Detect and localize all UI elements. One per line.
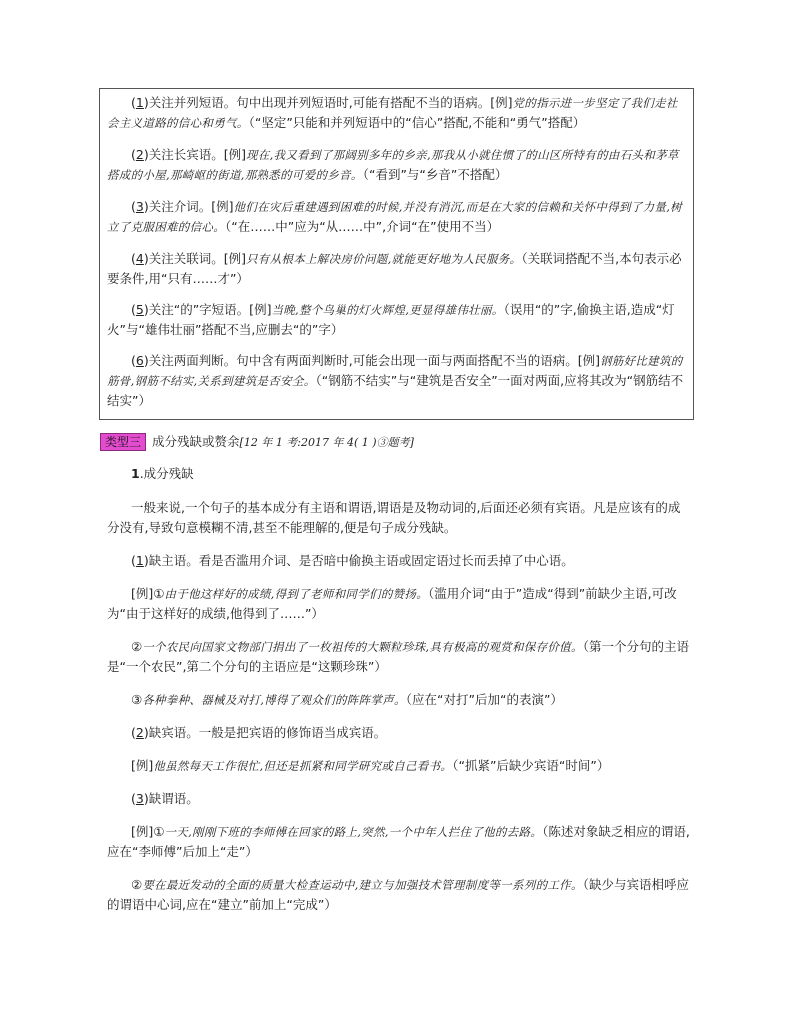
- box-item-6: (6)关注两面判断。句中含有两面判断时,可能会出现一面与两面搭配不当的语病。[例]钢筋好比建筑的筋骨,钢筋不结实,关系到建筑是否安全。（“钢筋不结实”与“建筑是否安全”一面对两面,应将其改为“钢筋结不结实”）: [107, 353, 684, 408]
- example-note: （第一个分句的主语是“一个农民”,第二个分句的主语应是“这颗珍珠”）: [107, 639, 690, 674]
- box-item-3: (3)关注介词。[例]他们在灾后重建遇到困难的时候,并没有消沉,而是在大家的信赖和关怀中得到了力量,树立了克服困难的信心。（“在……中”应为“从……中”,介词“在”使用不当）: [107, 199, 682, 234]
- item-example: 当晚,整个鸟巢的灯火辉煌,更显得雄伟壮丽。: [271, 303, 504, 317]
- example-sentence: 各种拳种、器械及对打,博得了观众们的阵阵掌声。: [142, 693, 406, 707]
- example-lead: ②: [131, 639, 143, 654]
- box-item-1: (1)关注并列短语。句中出现并列短语时,可能有搭配不当的语病。[例]党的指示进一步坚定了我们走社会主义道路的信心和勇气。（“坚定”只能和并列短语中的“信心”搭配,不能和“勇气”搭配）: [107, 95, 678, 130]
- box-item-2: (2)关注长宾语。[例]现在,我又看到了那阔别多年的乡亲,那我从小就住惯了的山区所特有的由石头和茅草搭成的小屋,那崎岖的街道,那熟悉的可爱的乡音。（“看到”与“乡音”不搭配）: [107, 147, 679, 182]
- info-box: [99, 88, 694, 420]
- item-note: （“在……中”应为“从……中”,介词“在”使用不当）: [225, 219, 500, 234]
- point-number: 1: [135, 553, 144, 568]
- example-3: [107, 690, 692, 710]
- item-title: 关注长宾语。[例]: [148, 147, 246, 162]
- example-lead: [例]①: [131, 824, 165, 839]
- point-number: 3: [135, 791, 144, 806]
- example-note: （陈述对象缺乏相应的谓语,应在“李师傅”后加上“走”）: [107, 824, 690, 859]
- item-example: 只有从根本上解决房价问题,就能更好地为人民服务。: [246, 252, 522, 266]
- item-title: 关注两面判断。句中含有两面判断时,可能会出现一面与两面搭配不当的语病。[例]: [148, 353, 600, 368]
- example-lead: ②: [131, 877, 143, 892]
- point-number: 2: [135, 725, 144, 740]
- example-2: [107, 637, 692, 677]
- item-title: 关注并列短语。句中出现并列短语时,可能有搭配不当的语病。[例]: [148, 95, 513, 110]
- item-note: （误用“的”字,偷换主语,造成“灯火”与“雄伟壮丽”搭配不当,应删去“的”字）: [107, 302, 675, 337]
- example-lead: [例]①: [131, 586, 165, 601]
- point-missing-predicate: (3)缺谓语。: [131, 791, 199, 806]
- example-note: （滥用介词“由于”造成“得到”前缺少主语,可改为“由于这样好的成绩,他得到了……”）: [107, 586, 677, 621]
- subheading-text: .成分残缺: [139, 466, 194, 481]
- item-number: 4: [135, 251, 144, 266]
- item-note: （“钢筋不结实”与“建筑是否安全”一面对两面,应将其改为“钢筋结不结实”）: [107, 373, 684, 408]
- point-missing-object: (2)缺宾语。一般是把宾语的修饰语当成宾语。: [131, 725, 387, 740]
- example-sentence: 一个农民向国家文物部门捐出了一枚祖传的大颗粒珍珠,具有极高的观赏和保存价值。: [142, 640, 583, 654]
- example-1: [107, 584, 692, 624]
- section-header: [100, 432, 414, 452]
- example-note: （应在“对打”后加“的表演”）: [405, 692, 563, 707]
- example-note: （“抓紧”后缺少宾语“时间”）: [452, 758, 610, 773]
- point-text: 缺谓语。: [148, 791, 199, 806]
- example-6: [107, 875, 692, 915]
- item-number: 5: [135, 302, 144, 317]
- example-4: [107, 756, 692, 776]
- item-title: 关注“的”字短语。[例]: [148, 302, 272, 317]
- example-sentence: 要在最近发动的全面的质量大检查运动中,建立与加强技术管理制度等一系列的工作。: [142, 878, 583, 892]
- box-item-5: (5)关注“的”字短语。[例]当晚,整个鸟巢的灯火辉煌,更显得雄伟壮丽。（误用“的”字,偷换主语,造成“灯火”与“雄伟壮丽”搭配不当,应删去“的”字）: [107, 302, 675, 337]
- example-sentence: 一天,刚刚下班的李师傅在回家的路上,突然,一个中年人拦住了他的去路。: [164, 825, 543, 839]
- example-note: （缺少与宾语相呼应的谓语中心词,应在“建立”前加上“完成”）: [107, 877, 690, 912]
- item-number: 3: [135, 199, 144, 214]
- section-exam-note: [12 年 1 考:2017 年 4( 1 )③题考]: [239, 436, 414, 449]
- box-item-4: (4)关注关联词。[例]只有从根本上解决房价问题,就能更好地为人民服务。（关联词搭配不当,本句表示必要条件,用“只有……才”）: [107, 251, 682, 286]
- example-lead: [例]: [131, 758, 154, 773]
- item-example: 现在,我又看到了那阔别多年的乡亲,那我从小就住惯了的山区所特有的由石头和茅草搭成的小屋,那崎岖的街道,那熟悉的可爱的乡音。: [107, 148, 679, 182]
- item-example: 党的指示进一步坚定了我们走社会主义道路的信心和勇气。: [107, 96, 678, 130]
- intro-paragraph: 一般来说,一个句子的基本成分有主语和谓语,谓语是及物动词的,后面还必须有宾语。凡是应该有的成分没有,导致句意模糊不清,甚至不能理解的,便是句子成分残缺。: [107, 500, 681, 535]
- point-text: 缺主语。看是否滥用介词、是否暗中偷换主语或固定语过长而丢掉了中心语。: [148, 553, 574, 568]
- example-sentence: 由于他这样好的成绩,得到了老师和同学们的赞扬。: [164, 587, 429, 601]
- subheading: [107, 464, 692, 484]
- item-note: （“看到”与“乡音”不搭配）: [362, 167, 508, 182]
- item-example: 他们在灾后重建遇到困难的时候,并没有消沉,而是在大家的信赖和关怀中得到了力量,树立了克服困难的信心。: [107, 200, 682, 234]
- section-tag: 类型三: [100, 433, 146, 451]
- main-content: [107, 464, 692, 928]
- item-example: 钢筋好比建筑的筋骨,钢筋不结实,关系到建筑是否安全。: [107, 354, 683, 388]
- point-text: 缺宾语。一般是把宾语的修饰语当成宾语。: [148, 725, 387, 740]
- item-title: 关注介词。[例]: [148, 199, 234, 214]
- example-sentence: 他虽然每天工作很忙,但还是抓紧和同学研究或自己看书。: [153, 759, 453, 773]
- point-missing-subject: (1)缺主语。看是否滥用介词、是否暗中偷换主语或固定语过长而丢掉了中心语。: [131, 553, 574, 568]
- section-title: 成分残缺或赘余: [152, 434, 240, 449]
- item-number: 6: [135, 353, 144, 368]
- item-note: （关联词搭配不当,本句表示必要条件,用“只有……才”）: [107, 251, 682, 286]
- example-lead: ③: [131, 692, 143, 707]
- example-5: [107, 822, 692, 862]
- item-title: 关注关联词。[例]: [148, 251, 246, 266]
- item-note: （“坚定”只能和并列短语中的“信心”搭配,不能和“勇气”搭配）: [248, 115, 586, 130]
- item-number: 2: [135, 147, 144, 162]
- item-number: 1: [135, 95, 144, 110]
- subheading-number: 1: [131, 466, 140, 481]
